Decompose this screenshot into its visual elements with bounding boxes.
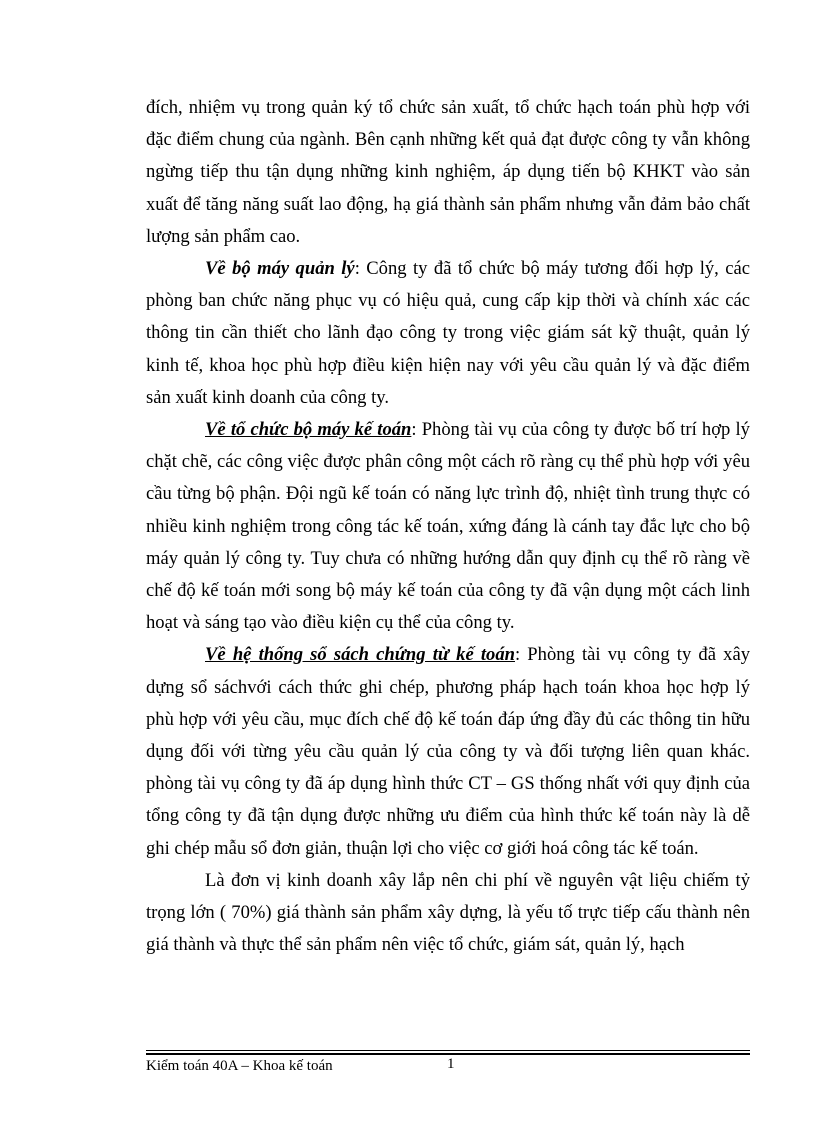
- paragraph-material-costs: [146, 865, 750, 962]
- paragraph-text: : Công ty đã tổ chức bộ máy tương đối hợp lý, các phòng ban chức năng phục vụ có hiệu quả, cung cấp kịp thời và chính xác các thông tin cần thiết cho lãnh đạo công ty trong việc giám sát kỹ thuật, quản lý kinh tế, khoa học phù hợp điều kiện hiện nay với yêu cầu quản lý và đặc điểm sản xuất kinh doanh của công ty.: [146, 258, 750, 408]
- page-number: 1: [447, 1056, 455, 1072]
- paragraph-accounting-organization: [146, 414, 750, 639]
- footer-label: Kiểm toán 40A – Khoa kế toán: [146, 1058, 333, 1074]
- paragraph-text: : Phòng tài vụ công ty đã xây dựng sổ sáchvới cách thức ghi chép, phương pháp hạch toán khoa học hợp lý phù hợp với yêu cầu, mục đích chế độ kế toán đáp ứng đầy đủ các thông tin hữu dụng đối với từng yêu cầu quản lý của công ty và đối tượng liên quan khác. phòng tài vụ công ty đã áp dụng hình thức CT – GS thống nhất với quy định của tổng công ty đã tận dụng được những ưu điểm của hình thức kế toán này là dễ ghi chép mẫu sổ đơn giản, thuận lợi cho việc cơ giới hoá công tác kế toán.: [146, 644, 750, 859]
- paragraph-lead-heading: Về tổ chức bộ máy kế toán: [205, 419, 412, 441]
- paragraph-lead-heading: Về hệ thống sổ sách chứng từ kế toán: [205, 644, 515, 666]
- paragraph-text: : Phòng tài vụ của công ty được bố trí hợp lý chặt chẽ, các công việc được phân công một cách rõ ràng cụ thể phù hợp với yêu cầu từng bộ phận. Đội ngũ kế toán có năng lực trình độ, nhiệt tình trung thực có nhiều kinh nghiệm trong công tác kế toán, xứng đáng là cánh tay đắc lực cho bộ máy quản lý công ty. Tuy chưa có những hướng dẫn quy định cụ thể rõ ràng về chế độ kế toán mới song bộ máy kế toán của công ty đã vận dụng một cách linh hoạt và sáng tạo vào điều kiện cụ thể của công ty.: [146, 419, 750, 634]
- paragraph-accounting-books: [146, 639, 750, 864]
- paragraph-continuation: [146, 92, 750, 253]
- document-body: [146, 92, 750, 961]
- footer-divider: [146, 1050, 750, 1051]
- paragraph-lead-heading: Về bộ máy quản lý: [205, 258, 355, 280]
- paragraph-text: Là đơn vị kinh doanh xây lắp nên chi phí về nguyên vật liệu chiếm tỷ trọng lớn ( 70%) giá thành sản phẩm xây dựng, là yếu tố trực tiếp cấu thành nên giá thành và thực thể sản phẩm nên việc tổ chức, giám sát, quản lý, hạch: [146, 869, 750, 956]
- paragraph-text: đích, nhiệm vụ trong quản ký tổ chức sản xuất, tổ chức hạch toán phù hợp với đặc điểm chung của ngành. Bên cạnh những kết quả đạt được công ty vẫn không ngừng tiếp thu tận dụng những kinh nghiệm, áp dụng tiến bộ KHKT vào sản xuất để tăng năng suất lao động, hạ giá thành sản phẩm nhưng vẫn đảm bảo chất lượng sản phẩm cao.: [146, 97, 750, 247]
- paragraph-management-apparatus: [146, 253, 750, 414]
